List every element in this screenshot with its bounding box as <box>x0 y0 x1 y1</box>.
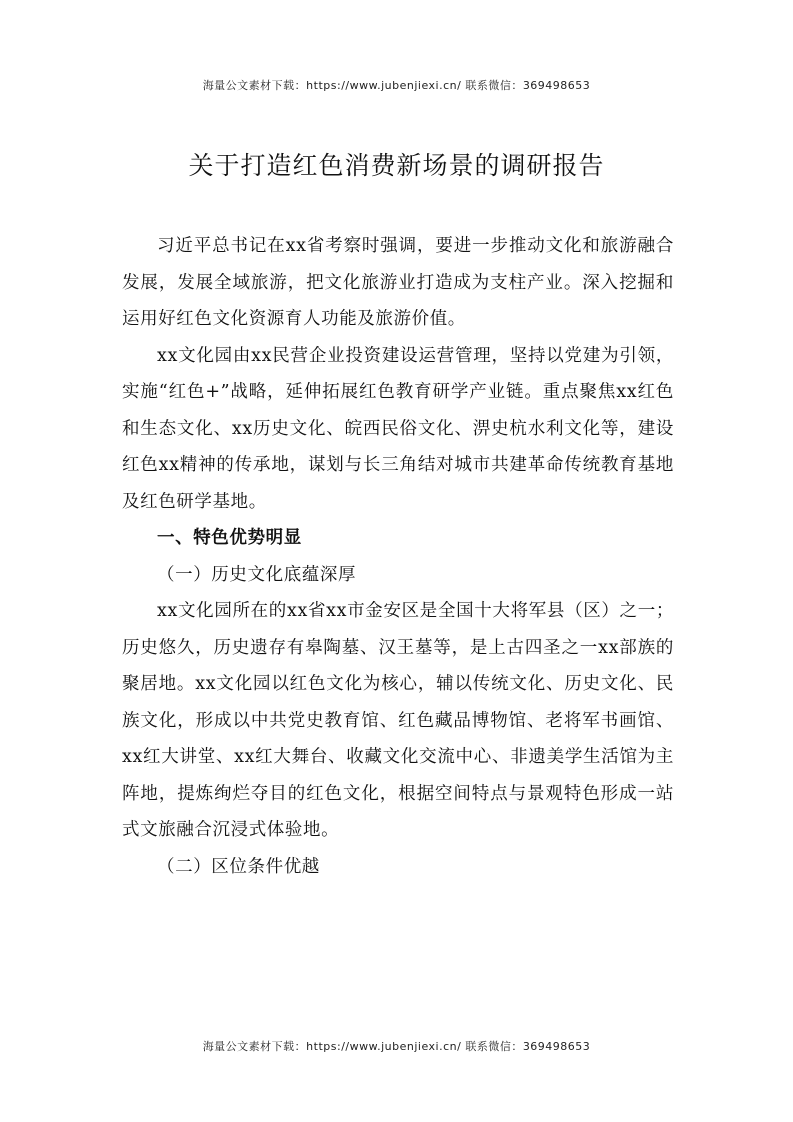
subsection-heading: （二）区位条件优越 <box>157 856 320 877</box>
page-header: 海量公文素材下载：https://www.jubenjiexi.cn/ 联系微信：369498653 <box>202 79 591 92</box>
document-body <box>122 228 674 885</box>
subsection-heading: （一）历史文化底蕴深厚 <box>157 564 357 585</box>
page-footer: 海量公文素材下载：https://www.jubenjiexi.cn/ 联系微信：369498653 <box>202 1040 591 1053</box>
paragraph-park-overview: xx文化园由xx民营企业投资建设运营管理，坚持以党建为引领，实施“红色+”战略，延伸拓展红色教育研学产业链。重点聚焦xx红色和生态文化、xx历史文化、皖西民俗文化、淠史杭水利文化等，建设红色xx精神的传承地，谋划与长三角结对城市共建革命传统教育基地及红色研学基地。 <box>122 345 674 512</box>
paragraph-intro: 习近平总书记在xx省考察时强调，要进一步推动文化和旅游融合发展，发展全域旅游，把文化旅游业打造成为支柱产业。深入挖掘和运用好红色文化资源育人功能及旅游价值。 <box>122 236 674 329</box>
section-heading: 一、特色优势明显 <box>157 528 302 548</box>
paragraph-history: xx文化园所在的xx省xx市金安区是全国十大将军县（区）之一；历史悠久，历史遗存有皋陶墓、汉王墓等，是上古四圣之一xx部族的聚居地。xx文化园以红色文化为核心，辅以传统文化、历史文化、民族文化，形成以中共党史教育馆、红色藏品博物馆、老将军书画馆、xx红大讲堂、xx红大舞台、收藏文化交流中心、非遗美学生活馆为主阵地，提炼绚烂夺目的红色文化，根据空间特点与景观特色形成一站式文旅融合沉浸式体验地。 <box>122 601 674 840</box>
document-title: 关于打造红色消费新场景的调研报告 <box>188 151 605 180</box>
